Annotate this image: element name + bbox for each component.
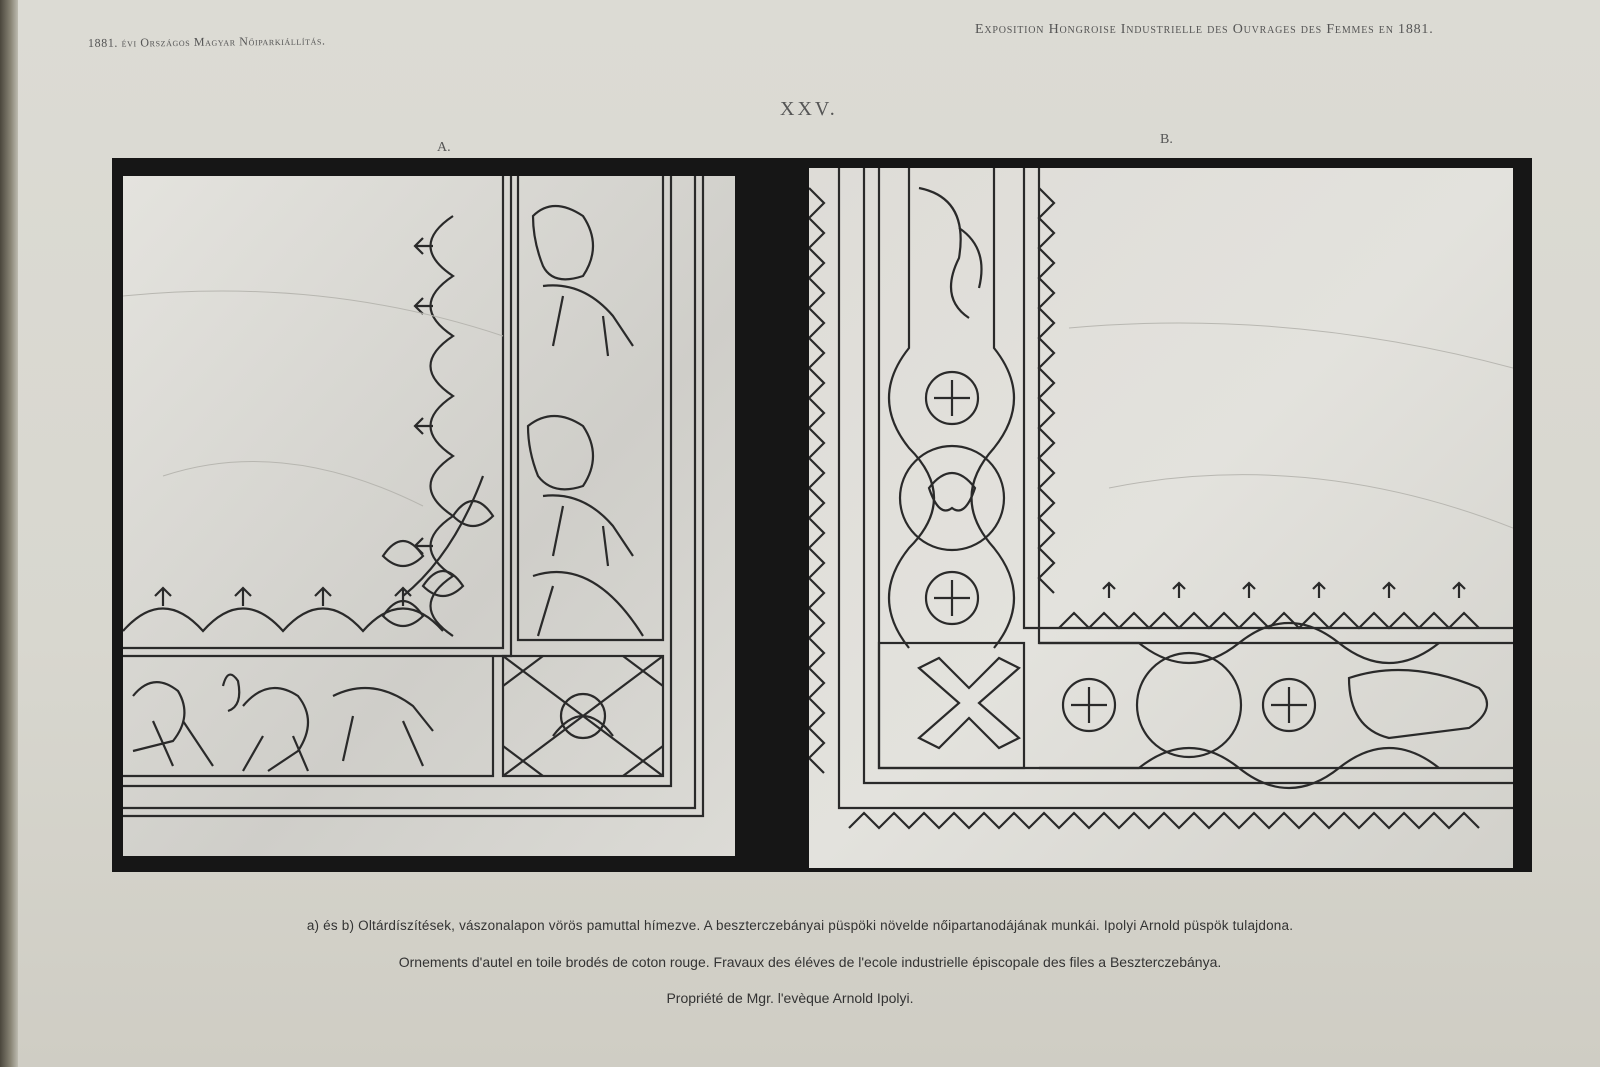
embroidery-a-illustration bbox=[123, 176, 735, 856]
running-header-hungarian: 1881. évi Országos Magyar Nőiparkiállítás. bbox=[87, 33, 326, 50]
figure-label-a: A. bbox=[437, 140, 451, 155]
photo-embroidery-a bbox=[123, 176, 735, 856]
figure-label-b: B. bbox=[1160, 132, 1173, 147]
photo-embroidery-b bbox=[809, 168, 1513, 868]
running-header-french: Exposition Hongroise Industrielle des Ouvrages des Femmes en 1881. bbox=[975, 22, 1434, 37]
book-edge bbox=[0, 0, 18, 1067]
caption-hungarian: a) és b) Oltárdíszítések, vászonalapon vörös pamuttal hímezve. A beszterczebányai püspöki növelde nőipartanodájának munkái. Ipolyi Arnold püspök tulajdona. bbox=[306, 918, 1294, 933]
plate-number: XXV. bbox=[780, 98, 838, 120]
caption-french-line-2: Propriété de Mgr. l'evèque Arnold Ipolyi. bbox=[666, 990, 914, 1006]
embroidery-b-illustration bbox=[809, 168, 1513, 868]
caption-french-line-1: Ornements d'autel en toile brodés de coton rouge. Fravaux des éléves de l'ecole industrielle épiscopale des files a Beszterczebánya. bbox=[398, 954, 1222, 970]
